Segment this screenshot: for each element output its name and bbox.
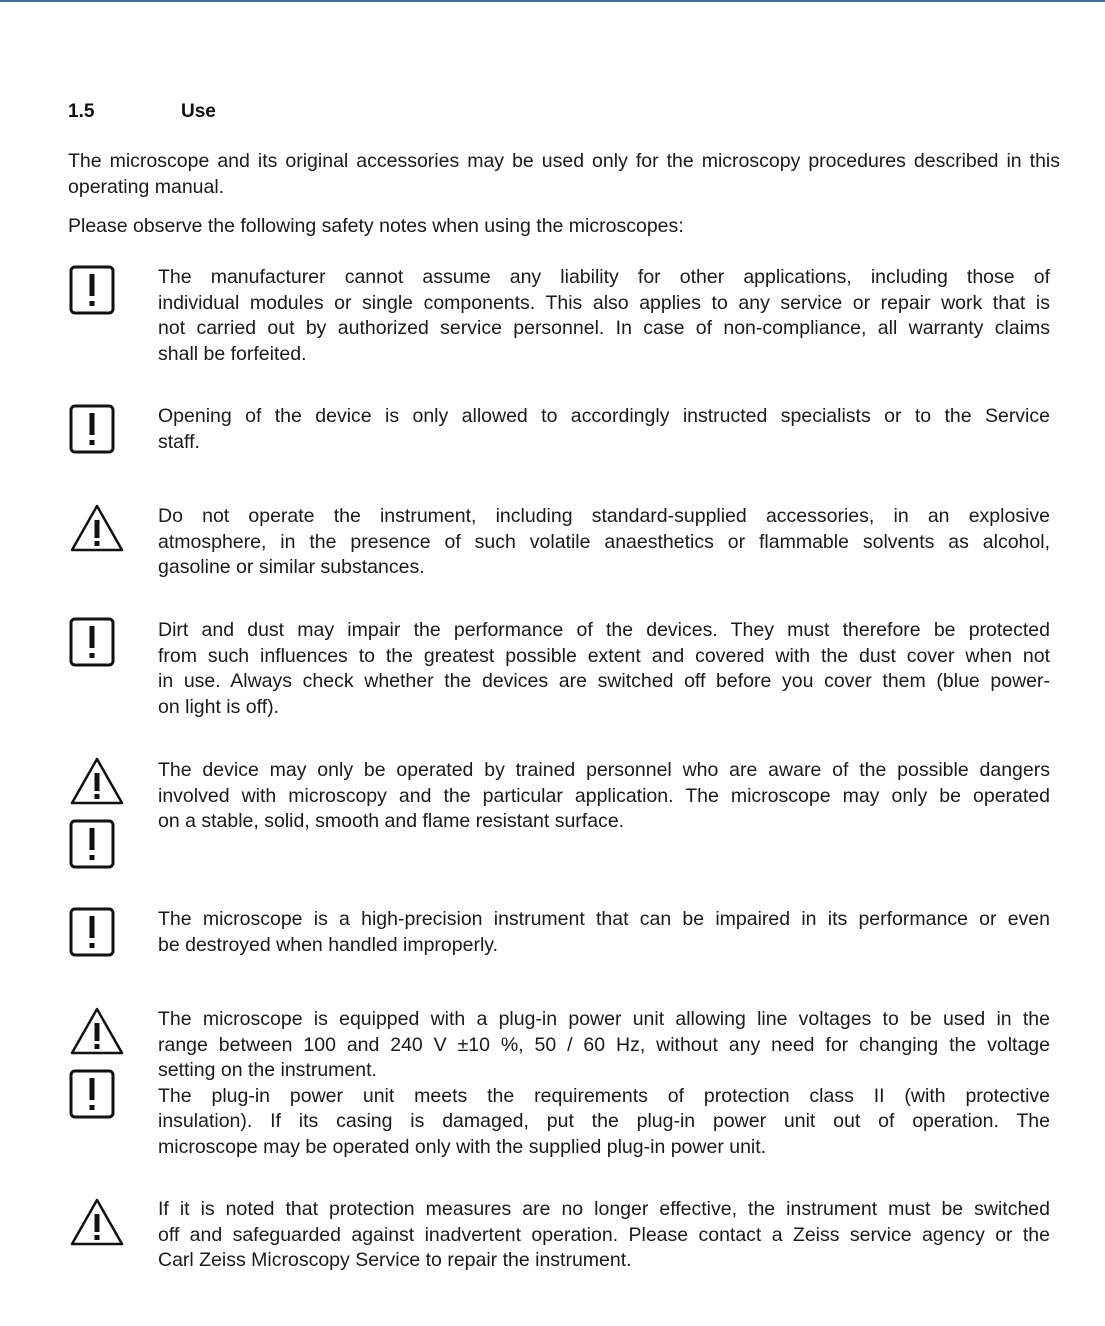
exclamation-box-icon	[69, 1069, 115, 1119]
note-line: The device may only be operated by trained personnel who are aware of the possible dangers	[158, 759, 1050, 781]
safety-note-7	[158, 1007, 1050, 1160]
warning-triangle-icon	[69, 503, 125, 553]
safety-note-5	[158, 758, 1050, 835]
exclamation-box-icon	[69, 907, 115, 957]
note-line: insulation). If its casing is damaged, put the plug-in power unit out of operation. The	[158, 1110, 1050, 1132]
note-line: Opening of the device is only allowed to accordingly instructed specialists or to the Service	[158, 405, 1050, 427]
exclamation-box-icon	[69, 404, 115, 454]
note-line: setting on the instrument.	[158, 1059, 377, 1081]
note-line: The plug-in power unit meets the requirements of protection class II (with protective	[158, 1084, 1050, 1107]
note-line: on a stable, solid, smooth and flame resistant surface.	[158, 810, 625, 832]
note-line: from such influences to the greatest possible extent and covered with the dust cover when not	[158, 644, 1050, 667]
exclamation-box-icon	[69, 617, 115, 667]
note-line: microscope may be operated only with the supplied plug-in power unit.	[158, 1135, 767, 1158]
exclamation-box-icon	[69, 265, 115, 315]
note-line: not carried out by authorized service personnel. In case of non-compliance, all warranty claims	[158, 317, 1050, 339]
note-line: in use. Always check whether the devices are switched off before you cover them (blue power-	[158, 670, 1050, 692]
note-line: range between 100 and 240 V ±10 %, 50 / 60 Hz, without any need for changing the voltage	[158, 1033, 1050, 1056]
safety-note-4	[158, 618, 1050, 720]
safety-note-1	[158, 265, 1050, 367]
note-line: Do not operate the instrument, including standard-supplied accessories, in an explosive	[158, 505, 1050, 527]
section-number: 1.5	[68, 101, 95, 122]
safety-note-3	[158, 504, 1050, 581]
warning-triangle-icon	[69, 1197, 125, 1247]
note-line: The manufacturer cannot assume any liability for other applications, including those of	[158, 266, 1050, 288]
note-line: Carl Zeiss Microscopy Service to repair the instrument.	[158, 1249, 632, 1271]
note-line: individual modules or single components. This also applies to any service or repair work that is	[158, 291, 1050, 314]
note-line: If it is noted that protection measures are no longer effective, the instrument must be switched	[158, 1198, 1050, 1220]
note-line: be destroyed when handled improperly.	[158, 933, 499, 956]
note-line: off and safeguarded against inadvertent operation. Please contact a Zeiss service agency or the	[158, 1223, 1050, 1246]
note-line: on light is off).	[158, 695, 280, 718]
note-line: The microscope is a high-precision instrument that can be impaired in its performance or even	[158, 908, 1050, 930]
note-line: The microscope is equipped with a plug-in power unit allowing line voltages to be used in the	[158, 1008, 1050, 1030]
section-heading	[68, 101, 216, 123]
note-line: atmosphere, in the presence of such volatile anaesthetics or flammable solvents as alcohol,	[158, 530, 1050, 553]
exclamation-box-icon	[69, 819, 115, 869]
intro-paragraph: The microscope and its original accessories may be used only for the microscopy procedures described in this operating manual.	[68, 150, 1060, 198]
warning-triangle-icon	[69, 1006, 125, 1056]
safety-note-8	[158, 1197, 1050, 1274]
safety-note-6	[158, 907, 1050, 958]
header-rule	[0, 0, 1105, 2]
section-title: Use	[181, 101, 216, 122]
note-line: shall be forfeited.	[158, 342, 307, 365]
safety-note-2	[158, 404, 1050, 455]
note-line: gasoline or similar substances.	[158, 556, 425, 578]
note-line: Dirt and dust may impair the performance of the devices. They must therefore be protected	[158, 619, 1050, 641]
note-line: involved with microscopy and the particular application. The microscope may only be operated	[158, 784, 1050, 807]
note-line: staff.	[158, 430, 200, 453]
safety-intro-paragraph: Please observe the following safety notes when using the microscopes:	[68, 215, 684, 237]
warning-triangle-icon	[69, 756, 125, 806]
